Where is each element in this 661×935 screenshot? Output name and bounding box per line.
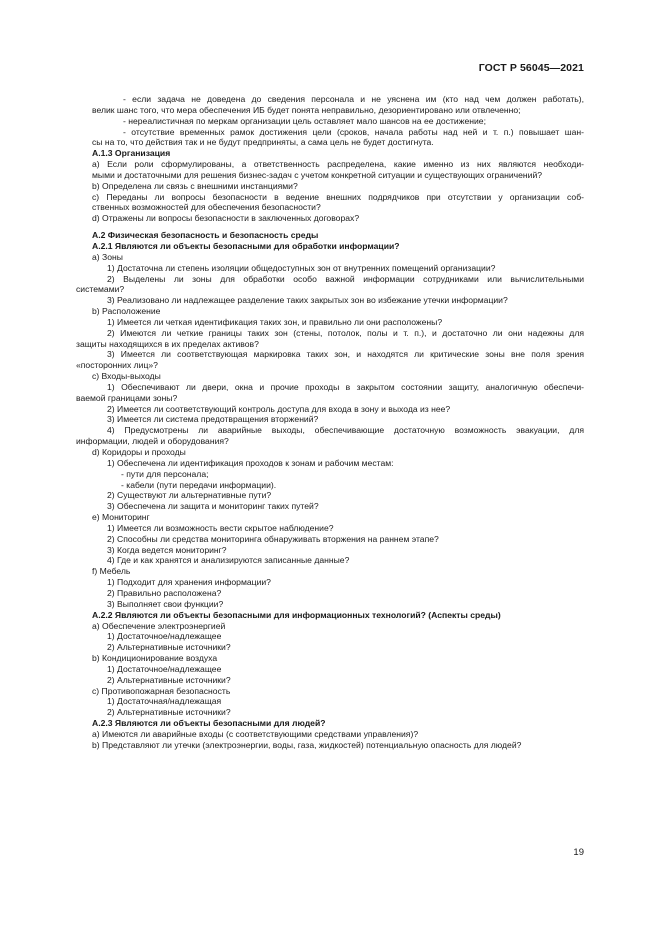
text-line: 1) Обеспечена ли идентификация проходов к зонам и рабочим местам:	[107, 457, 394, 468]
text-line: a) Обеспечение электроэнергией	[92, 620, 226, 631]
text-line: 1) Подходит для хранения информации?	[107, 577, 271, 588]
text-line: 1) Достаточная/надлежащая	[107, 696, 222, 707]
text-line: 3) Обеспечена ли защита и мониторинг таких путей?	[107, 501, 319, 512]
text-line: ваемой границами зоны?	[76, 392, 178, 403]
document-body	[76, 94, 584, 751]
text-line: a) Если роли сформулированы, а ответственность распределена, какие именно из них являются необходи-	[92, 159, 584, 170]
text-line: a) Имеются ли аварийные входы (с соответствующими средствами управления)?	[92, 728, 419, 739]
text-line: «посторонних лиц»?	[76, 360, 158, 371]
section-heading: А.2.1 Являются ли объекты безопасными для обработки информации?	[92, 240, 400, 251]
text-line: 2) Альтернативные источники?	[107, 642, 231, 653]
text-line: - если задача не доведена до сведения персонала и не уяснена им (кто над чем должен работать),	[123, 94, 584, 104]
text-line: 3) Имеется ли соответствующая маркировка таких зон, и находятся ли критические зоны вне поля зрения	[107, 349, 584, 360]
text-line: мыми и достаточными для решения бизнес-задач с учетом конкретной ситуации и существующих ограничений?	[92, 169, 543, 180]
text-line: 3) Когда ведется мониторинг?	[107, 544, 227, 555]
text-line: 1) Имеется ли возможность вести скрытое наблюдение?	[107, 522, 334, 533]
text-line: 2) Выделены ли зоны для обработки особо важной информации сотрудниками или вычислительными	[107, 273, 584, 284]
text-line: 1) Достаточное/надлежащее	[107, 631, 222, 642]
text-line: 3) Выполняет свои функции?	[107, 598, 224, 609]
text-line: 1) Обеспечивают ли двери, окна и прочие проходы в закрытом состоянии защиту, аналогичную обеспечи-	[107, 381, 584, 392]
text-line: 2) Альтернативные источники?	[107, 674, 231, 685]
text-line: f) Мебель	[92, 566, 131, 577]
text-line: d) Коридоры и проходы	[92, 447, 186, 457]
text-line: 2) Правильно расположена?	[107, 587, 222, 598]
text-line: 2) Существуют ли альтернативные пути?	[107, 490, 272, 501]
section-heading: А.2.3 Являются ли объекты безопасными для людей?	[92, 718, 326, 729]
text-line: сы на то, что действия так и не будут предприняты, а сама цель не будет достигнута.	[92, 137, 434, 148]
text-line: 2) Имеются ли четкие границы таких зон (стены, потолок, полы и т. п.), и достаточно ли они надежны для	[107, 327, 584, 338]
section-heading: А.2 Физическая безопасность и безопасность среды	[92, 230, 319, 241]
text-line: 1) Достаточное/надлежащее	[107, 663, 222, 674]
text-line: 4) Предусмотрены ли аварийные выходы, обеспечивающие достаточную возможность эвакуации, для	[107, 425, 584, 436]
page-number: 19	[573, 847, 584, 858]
text-line: 4) Где и как хранятся и анализируются записанные данные?	[107, 555, 350, 566]
text-line: b) Кондиционирование воздуха	[92, 653, 218, 664]
text-line: ственных возможностей для обеспечения безопасности?	[92, 202, 321, 213]
text-line: b) Расположение	[92, 306, 161, 317]
text-line: велик шанс того, что мера обеспечения ИБ будет понята неправильно, дезориентировано или отвлеченно;	[92, 104, 521, 115]
section-heading: А.1.3 Организация	[92, 148, 171, 159]
text-line: b) Представляют ли утечки (электроэнергии, воды, газа, жидкостей) потенциальную опасность для людей?	[92, 739, 522, 750]
text-line: 1) Достаточна ли степень изоляции общедоступных зон от внутренних помещений организации?	[107, 262, 496, 273]
text-line: d) Отражены ли вопросы безопасности в заключенных договорах?	[92, 213, 360, 224]
text-line: системами?	[76, 284, 125, 295]
text-line: - пути для персонала;	[121, 468, 209, 479]
text-line: c) Противопожарная безопасность	[92, 685, 231, 696]
text-line: информации, людей и оборудования?	[76, 436, 229, 447]
text-line: 3) Имеется ли система предотвращения вторжений?	[107, 414, 319, 425]
section-heading: А.2.2 Являются ли объекты безопасными для информационных технологий? (Аспекты среды)	[92, 609, 501, 620]
standard-designation: ГОСТ Р 56045—2021	[478, 62, 584, 74]
text-line: 3) Реализовано ли надлежащее разделение таких закрытых зон во избежание утечки информации?	[107, 295, 508, 306]
text-line: - нереалистичная по меркам организации цель оставляет мало шансов на ее достижение;	[123, 115, 486, 126]
text-line: - отсутствие временных рамок достижения цели (сроков, начала работы над ней и т. п.) повышает шан-	[123, 126, 584, 137]
text-line: c) Входы-выходы	[92, 371, 161, 382]
text-line: 1) Имеется ли четкая идентификация таких зон, и правильно ли они расположены?	[107, 316, 443, 327]
text-line: c) Переданы ли вопросы безопасности в ведение внешних подрядчиков при отсутствии у организации соб-	[92, 191, 584, 202]
text-line: 2) Имеется ли соответствующий контроль доступа для входа в зону и выхода из нее?	[107, 403, 451, 414]
text-line: a) Зоны	[92, 251, 123, 262]
text-line: - кабели (пути передачи информации).	[121, 479, 277, 490]
text-line: защиты находящихся в их пределах активов?	[76, 338, 259, 349]
text-line: 2) Способны ли средства мониторинга обнаруживать вторжения на раннем этапе?	[107, 533, 439, 544]
text-line: 2) Альтернативные источники?	[107, 707, 231, 718]
text-line: e) Мониторинг	[92, 512, 150, 523]
text-line: b) Определена ли связь с внешними инстанциями?	[92, 180, 298, 191]
